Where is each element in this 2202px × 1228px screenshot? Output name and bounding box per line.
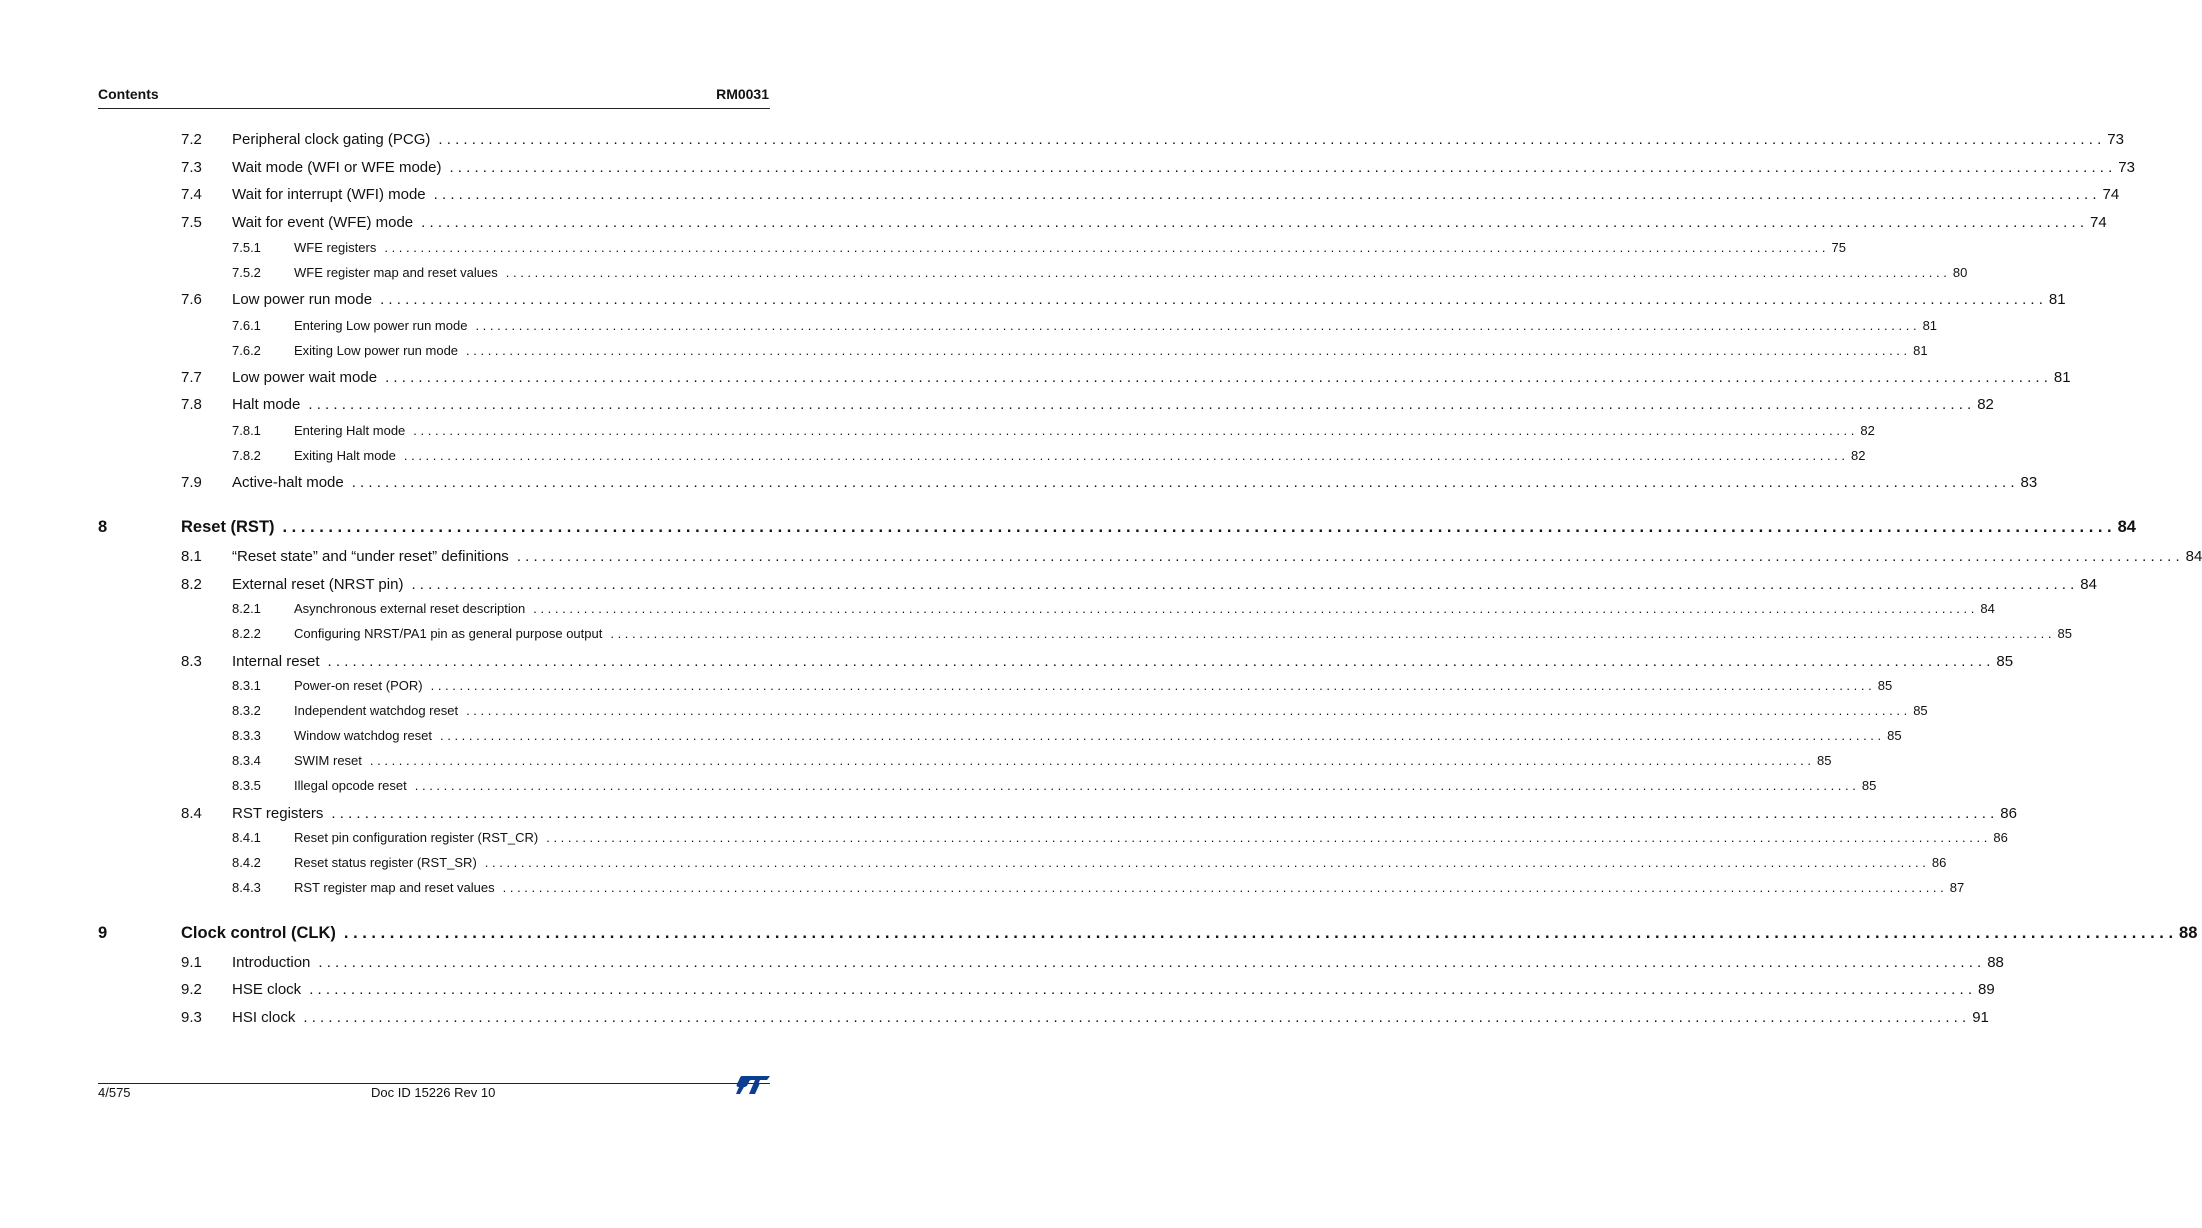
toc-entry-page: 88 [1987, 954, 2004, 971]
toc-entry[interactable] [0, 678, 1893, 700]
toc-entry[interactable] [0, 626, 2072, 648]
header-rule [98, 108, 770, 109]
toc-entry-page: 84 [2185, 548, 2202, 565]
toc-entry[interactable] [0, 954, 2004, 976]
toc-entry-line [232, 548, 2202, 565]
toc-entry-title: Exiting Halt mode [294, 448, 396, 463]
toc-entry-number: 7.3 [181, 159, 202, 176]
toc-entry-number: 7.7 [181, 369, 202, 386]
toc-entry[interactable] [0, 369, 2071, 391]
toc-entry-number: 9.2 [181, 981, 202, 998]
toc-dot-leader: . . . . . . . . . . . . . . . . . . . . . . . . . . . . . . . . . . . . . . . . . . . . . . . . . . . . . . . . . . . . . . . . . . . . . . . . . . . . . . . . . . . . . . . . . . . . . . . . . . . . . . . . . . . . . . . . . . . . . . . . . . . . . . . . . . . . . . . . . . . . . . . . . . . . . . . . . . . . . . . . . . . . . . . . . . . . . . . . . . . . . . . . . . . . . . . . . . . . . . . . [282, 518, 2112, 536]
toc-entry-title: Exiting Low power run mode [294, 343, 459, 358]
toc-entry-page: 83 [2020, 474, 2038, 491]
toc-entry-page: 91 [1972, 1009, 1989, 1026]
toc-entry-page: 75 [1831, 240, 1846, 255]
toc-entry[interactable] [0, 1009, 1989, 1031]
toc-dot-leader: . . . . . . . . . . . . . . . . . . . . . . . . . . . . . . . . . . . . . . . . . . . . . . . . . . . . . . . . . . . . . . . . . . . . . . . . . . . . . . . . . . . . . . . . . . . . . . . . . . . . . . . . . . . . . . . . . . . . . . . . . . . . . . . . . . . . . . . . . . . . . . . . . . . . . . . . . . . . . . . . . . . . . . . . . . . . . . . . . . . . . . . . . . . . . . . . . . . . . . . . [484, 855, 1926, 870]
toc-entry-title: Clock control (CLK) [181, 924, 336, 942]
toc-entry[interactable] [0, 924, 2198, 946]
toc-entry-number: 8.4.3 [232, 880, 261, 895]
header-section-title: Contents [98, 86, 159, 102]
toc-entry-number: 7.4 [181, 186, 202, 203]
header-doc-code: RM0031 [716, 86, 769, 102]
toc-entry-number: 8.4.1 [232, 830, 261, 845]
toc-entry-number: 9.3 [181, 1009, 202, 1026]
toc-entry-page: 85 [1913, 703, 1928, 718]
toc-entry-number: 8.3.5 [232, 778, 261, 793]
toc-entry-line [294, 830, 2008, 845]
toc-entry-line [232, 369, 2071, 386]
toc-entry-page: 86 [1993, 830, 2008, 845]
toc-entry[interactable] [0, 653, 2014, 675]
toc-entry-number: 9.1 [181, 954, 202, 971]
toc-entry[interactable] [0, 753, 1832, 775]
toc-entry-title: WFE register map and reset values [294, 265, 498, 280]
toc-entry-number: 7.2 [181, 131, 202, 148]
toc-entry-title: Low power wait mode [232, 369, 378, 386]
toc-entry[interactable] [0, 805, 2017, 827]
toc-entry-page: 86 [2000, 805, 2017, 822]
toc-entry-line [294, 855, 1947, 870]
toc-dot-leader: . . . . . . . . . . . . . . . . . . . . . . . . . . . . . . . . . . . . . . . . . . . . . . . . . . . . . . . . . . . . . . . . . . . . . . . . . . . . . . . . . . . . . . . . . . . . . . . . . . . . . . . . . . . . . . . . . . . . . . . . . . . . . . . . . . . . . . . . . . . . . . . . . . . . . . . . . . . . . . . . . . . . . . . . . . . . . . . . . . . . . . . . . . . . . . . . . . . . . . . . [440, 728, 1882, 743]
toc-entry-title: RST register map and reset values [294, 880, 495, 895]
toc-entry-page: 74 [2089, 214, 2107, 231]
toc-entry-title: Wait mode (WFI or WFE mode) [232, 159, 442, 176]
toc-entry-number: 8.3.4 [232, 753, 261, 768]
toc-dot-leader: . . . . . . . . . . . . . . . . . . . . . . . . . . . . . . . . . . . . . . . . . . . . . . . . . . . . . . . . . . . . . . . . . . . . . . . . . . . . . . . . . . . . . . . . . . . . . . . . . . . . . . . . . . . . . . . . . . . . . . . . . . . . . . . . . . . . . . . . . . . . . . . . . . . . . . . . . . . . . . . . . . . . . . . . . . . . . . . . . . . . . . . . . . . . . . . . . . . . . . . . [327, 653, 1991, 670]
toc-dot-leader: . . . . . . . . . . . . . . . . . . . . . . . . . . . . . . . . . . . . . . . . . . . . . . . . . . . . . . . . . . . . . . . . . . . . . . . . . . . . . . . . . . . . . . . . . . . . . . . . . . . . . . . . . . . . . . . . . . . . . . . . . . . . . . . . . . . . . . . . . . . . . . . . . . . . . . . . . . . . . . . . . . . . . . . . . . . . . . . . . . . . . . . . . . . . . . . . . . . . . . . . [384, 240, 1826, 255]
toc-dot-leader: . . . . . . . . . . . . . . . . . . . . . . . . . . . . . . . . . . . . . . . . . . . . . . . . . . . . . . . . . . . . . . . . . . . . . . . . . . . . . . . . . . . . . . . . . . . . . . . . . . . . . . . . . . . . . . . . . . . . . . . . . . . . . . . . . . . . . . . . . . . . . . . . . . . . . . . . . . . . . . . . . . . . . . . . . . . . . . . . . . . . . . . . . . . . . . . . . . . . . . . . [403, 448, 1846, 463]
toc-dot-leader: . . . . . . . . . . . . . . . . . . . . . . . . . . . . . . . . . . . . . . . . . . . . . . . . . . . . . . . . . . . . . . . . . . . . . . . . . . . . . . . . . . . . . . . . . . . . . . . . . . . . . . . . . . . . . . . . . . . . . . . . . . . . . . . . . . . . . . . . . . . . . . . . . . . . . . . . . . . . . . . . . . . . . . . . . . . . . . . . . . . . . . . . . . . . . . . . . . . . . . . . [369, 753, 1812, 768]
toc-entry-line [294, 448, 1866, 463]
toc-dot-leader: . . . . . . . . . . . . . . . . . . . . . . . . . . . . . . . . . . . . . . . . . . . . . . . . . . . . . . . . . . . . . . . . . . . . . . . . . . . . . . . . . . . . . . . . . . . . . . . . . . . . . . . . . . . . . . . . . . . . . . . . . . . . . . . . . . . . . . . . . . . . . . . . . . . . . . . . . . . . . . . . . . . . . . . . . . . . . . . . . . . . . . . . . . . . . . . . . . . . . . . . [466, 703, 1908, 718]
st-logo-icon [736, 1074, 772, 1096]
toc-entry[interactable] [0, 318, 1938, 340]
toc-entry-page: 87 [1949, 880, 1965, 895]
toc-entry-title: Active-halt mode [232, 474, 344, 491]
toc-entry-page: 85 [1996, 653, 2014, 670]
toc-entry-line [232, 396, 1994, 413]
toc-entry[interactable] [0, 214, 2107, 236]
toc-entry[interactable] [0, 518, 2136, 540]
toc-dot-leader: . . . . . . . . . . . . . . . . . . . . . . . . . . . . . . . . . . . . . . . . . . . . . . . . . . . . . . . . . . . . . . . . . . . . . . . . . . . . . . . . . . . . . . . . . . . . . . . . . . . . . . . . . . . . . . . . . . . . . . . . . . . . . . . . . . . . . . . . . . . . . . . . . . . . . . . . . . . . . . . . . . . . . . . . . . . . . . . . . . . . . . . . . . . . . . . . . . . . . . . . [413, 423, 1855, 438]
toc-entry-title: HSI clock [232, 1009, 296, 1026]
toc-entry-line [232, 805, 2017, 822]
toc-entry[interactable] [0, 728, 1902, 750]
toc-dot-leader: . . . . . . . . . . . . . . . . . . . . . . . . . . . . . . . . . . . . . . . . . . . . . . . . . . . . . . . . . . . . . . . . . . . . . . . . . . . . . . . . . . . . . . . . . . . . . . . . . . . . . . . . . . . . . . . . . . . . . . . . . . . . . . . . . . . . . . . . . . . . . . . . . . . . . . . . . . . . . . . . . . . . . . . . . . . . . . . . . . . . . . . . . . . . . . . . . . . . . . . . [385, 369, 2048, 386]
toc-dot-leader: . . . . . . . . . . . . . . . . . . . . . . . . . . . . . . . . . . . . . . . . . . . . . . . . . . . . . . . . . . . . . . . . . . . . . . . . . . . . . . . . . . . . . . . . . . . . . . . . . . . . . . . . . . . . . . . . . . . . . . . . . . . . . . . . . . . . . . . . . . . . . . . . . . . . . . . . . . . . . . . . . . . . . . . . . . . . . . . . . . . . . . . . . . . . . . . . . . . . . . . . [449, 159, 2113, 176]
toc-entry-page: 85 [1861, 778, 1877, 793]
toc-entry-number: 7.8 [181, 396, 202, 413]
toc-entry[interactable] [0, 778, 1877, 800]
toc-entry[interactable] [0, 186, 2120, 208]
toc-entry-title: Low power run mode [232, 291, 373, 308]
toc-dot-leader: . . . . . . . . . . . . . . . . . . . . . . . . . . . . . . . . . . . . . . . . . . . . . . . . . . . . . . . . . . . . . . . . . . . . . . . . . . . . . . . . . . . . . . . . . . . . . . . . . . . . . . . . . . . . . . . . . . . . . . . . . . . . . . . . . . . . . . . . . . . . . . . . . . . . . . . . . . . . . . . . . . . . . . . . . . . . . . . . . . . . . . . . . . . . . . . . . . . . . . . . [505, 265, 1947, 280]
toc-entry-line [232, 131, 2124, 148]
footer-doc-id: Doc ID 15226 Rev 10 [371, 1085, 496, 1100]
toc-entry-page: 81 [2053, 369, 2071, 386]
toc-entry[interactable] [0, 855, 1947, 877]
toc-entry[interactable] [0, 396, 1994, 418]
toc-entry-title: Asynchronous external reset description [294, 601, 526, 616]
toc-entry-page: 85 [1887, 728, 1902, 743]
toc-dot-leader: . . . . . . . . . . . . . . . . . . . . . . . . . . . . . . . . . . . . . . . . . . . . . . . . . . . . . . . . . . . . . . . . . . . . . . . . . . . . . . . . . . . . . . . . . . . . . . . . . . . . . . . . . . . . . . . . . . . . . . . . . . . . . . . . . . . . . . . . . . . . . . . . . . . . . . . . . . . . . . . . . . . . . . . . . . . . . . . . . . . . . . . . . . . . . . . . . . . . . . . . [502, 880, 1944, 895]
toc-entry-title: Entering Halt mode [294, 423, 406, 438]
toc-entry[interactable] [0, 159, 2135, 181]
toc-entry-number: 7.5.2 [232, 265, 261, 280]
toc-entry-number: 7.8.1 [232, 423, 261, 438]
toc-entry-number: 7.6.2 [232, 343, 261, 358]
toc-entry-page: 80 [1952, 265, 1968, 280]
toc-dot-leader: . . . . . . . . . . . . . . . . . . . . . . . . . . . . . . . . . . . . . . . . . . . . . . . . . . . . . . . . . . . . . . . . . . . . . . . . . . . . . . . . . . . . . . . . . . . . . . . . . . . . . . . . . . . . . . . . . . . . . . . . . . . . . . . . . . . . . . . . . . . . . . . . . . . . . . . . . . . . . . . . . . . . . . . . . . . . . . . . . . . . . . . . . . . . . . . . . . . . . . . . [351, 474, 2015, 491]
toc-entry[interactable] [0, 703, 1928, 725]
toc-entry-title: Illegal opcode reset [294, 778, 407, 793]
toc-entry-title: Wait for interrupt (WFI) mode [232, 186, 426, 203]
toc-entry-line [294, 240, 1846, 255]
toc-entry-page: 81 [1913, 343, 1928, 358]
toc-entry-line [232, 954, 2004, 971]
toc-entry-line [294, 423, 1875, 438]
toc-entry-title: Peripheral clock gating (PCG) [232, 131, 431, 148]
toc-entry-number: 9 [98, 924, 108, 942]
toc-entry-page: 85 [1877, 678, 1893, 693]
toc-entry-title: Window watchdog reset [294, 728, 433, 743]
toc-entry-title: External reset (NRST pin) [232, 576, 404, 593]
toc-entry[interactable] [0, 343, 1928, 365]
toc-entry-title: Independent watchdog reset [294, 703, 459, 718]
toc-dot-leader: . . . . . . . . . . . . . . . . . . . . . . . . . . . . . . . . . . . . . . . . . . . . . . . . . . . . . . . . . . . . . . . . . . . . . . . . . . . . . . . . . . . . . . . . . . . . . . . . . . . . . . . . . . . . . . . . . . . . . . . . . . . . . . . . . . . . . . . . . . . . . . . . . . . . . . . . . . . . . . . . . . . . . . . . . . . . . . . . . . . . . . . . . . . . . . . . . . . . . . . . [430, 678, 1872, 693]
toc-entry[interactable] [0, 265, 1968, 287]
toc-dot-leader: . . . . . . . . . . . . . . . . . . . . . . . . . . . . . . . . . . . . . . . . . . . . . . . . . . . . . . . . . . . . . . . . . . . . . . . . . . . . . . . . . . . . . . . . . . . . . . . . . . . . . . . . . . . . . . . . . . . . . . . . . . . . . . . . . . . . . . . . . . . . . . . . . . . . . . . . . . . . . . . . . . . . . . . . . . . . . . . . . . . . . . . . . . . . . . . . . . . . . . . . [438, 131, 2102, 148]
toc-entry-number: 8.2.2 [232, 626, 261, 641]
toc-entry-number: 8.3.3 [232, 728, 261, 743]
toc-entry-title: Reset status register (RST_SR) [294, 855, 477, 870]
toc-entry-line [294, 703, 1928, 718]
toc-entry[interactable] [0, 830, 2008, 852]
toc-dot-leader: . . . . . . . . . . . . . . . . . . . . . . . . . . . . . . . . . . . . . . . . . . . . . . . . . . . . . . . . . . . . . . . . . . . . . . . . . . . . . . . . . . . . . . . . . . . . . . . . . . . . . . . . . . . . . . . . . . . . . . . . . . . . . . . . . . . . . . . . . . . . . . . . . . . . . . . . . . . . . . . . . . . . . . . . . . . . . . . . . . . . . . . . . . . . . . . . . . . . . . . . [309, 981, 1973, 998]
toc-entry-line [294, 601, 1995, 616]
footer-rule [98, 1083, 770, 1084]
toc-entry-line [294, 318, 1938, 333]
toc-entry-line [232, 159, 2135, 176]
toc-entry[interactable] [0, 423, 1875, 445]
toc-entry-page: 74 [2102, 186, 2120, 203]
toc-entry-line [181, 518, 2136, 537]
toc-dot-leader: . . . . . . . . . . . . . . . . . . . . . . . . . . . . . . . . . . . . . . . . . . . . . . . . . . . . . . . . . . . . . . . . . . . . . . . . . . . . . . . . . . . . . . . . . . . . . . . . . . . . . . . . . . . . . . . . . . . . . . . . . . . . . . . . . . . . . . . . . . . . . . . . . . . . . . . . . . . . . . . . . . . . . . . . . . . . . . . . . . . . . . . . . . . . . . . . . . . . . . . . [533, 601, 1975, 616]
toc-dot-leader: . . . . . . . . . . . . . . . . . . . . . . . . . . . . . . . . . . . . . . . . . . . . . . . . . . . . . . . . . . . . . . . . . . . . . . . . . . . . . . . . . . . . . . . . . . . . . . . . . . . . . . . . . . . . . . . . . . . . . . . . . . . . . . . . . . . . . . . . . . . . . . . . . . . . . . . . . . . . . . . . . . . . . . . . . . . . . . . . . . . . . . . . . . . . . . . . . . . . . . . . [610, 626, 2052, 641]
toc-dot-leader: . . . . . . . . . . . . . . . . . . . . . . . . . . . . . . . . . . . . . . . . . . . . . . . . . . . . . . . . . . . . . . . . . . . . . . . . . . . . . . . . . . . . . . . . . . . . . . . . . . . . . . . . . . . . . . . . . . . . . . . . . . . . . . . . . . . . . . . . . . . . . . . . . . . . . . . . . . . . . . . . . . . . . . . . . . . . . . . . . . . . . . . . . . . . . . . . . . . . . . . . [516, 548, 2180, 565]
toc-entry-page: 73 [2118, 159, 2135, 176]
toc-entry-line [232, 653, 2014, 670]
toc-entry-page: 82 [1860, 423, 1875, 438]
toc-entry-title: RST registers [232, 805, 324, 822]
toc-entry-title: Introduction [232, 954, 311, 971]
toc-entry-title: Reset pin configuration register (RST_CR) [294, 830, 539, 845]
toc-entry[interactable] [0, 880, 1965, 902]
toc-entry-line [294, 753, 1832, 768]
toc-entry[interactable] [0, 548, 2202, 570]
toc-dot-leader: . . . . . . . . . . . . . . . . . . . . . . . . . . . . . . . . . . . . . . . . . . . . . . . . . . . . . . . . . . . . . . . . . . . . . . . . . . . . . . . . . . . . . . . . . . . . . . . . . . . . . . . . . . . . . . . . . . . . . . . . . . . . . . . . . . . . . . . . . . . . . . . . . . . . . . . . . . . . . . . . . . . . . . . . . . . . . . . . . . . . . . . . . . . . . . . . . . . . . . . . [308, 396, 1972, 413]
toc-entry-title: Reset (RST) [181, 518, 275, 536]
toc-entry-line [232, 214, 2107, 231]
toc-entry-line [294, 778, 1877, 793]
toc-entry-number: 8.4 [181, 805, 202, 822]
toc-entry-line [232, 186, 2120, 203]
toc-entry-page: 82 [1851, 448, 1866, 463]
toc-entry-title: Entering Low power run mode [294, 318, 468, 333]
toc-entry-page: 85 [1817, 753, 1832, 768]
toc-entry-line [294, 265, 1968, 280]
toc-entry-page: 81 [2048, 291, 2066, 308]
toc-entry-line [232, 576, 2097, 593]
toc-entry-number: 8.1 [181, 548, 202, 565]
toc-entry-page: 86 [1931, 855, 1947, 870]
toc-entry[interactable] [0, 448, 1866, 470]
toc-entry-line [232, 981, 1995, 998]
toc-dot-leader: . . . . . . . . . . . . . . . . . . . . . . . . . . . . . . . . . . . . . . . . . . . . . . . . . . . . . . . . . . . . . . . . . . . . . . . . . . . . . . . . . . . . . . . . . . . . . . . . . . . . . . . . . . . . . . . . . . . . . . . . . . . . . . . . . . . . . . . . . . . . . . . . . . . . . . . . . . . . . . . . . . . . . . . . . . . . . . . . . . . . . . . . . . . . . . . . . . . . . . . . [546, 830, 1988, 845]
toc-entry-page: 89 [1978, 981, 1995, 998]
toc-dot-leader: . . . . . . . . . . . . . . . . . . . . . . . . . . . . . . . . . . . . . . . . . . . . . . . . . . . . . . . . . . . . . . . . . . . . . . . . . . . . . . . . . . . . . . . . . . . . . . . . . . . . . . . . . . . . . . . . . . . . . . . . . . . . . . . . . . . . . . . . . . . . . . . . . . . . . . . . . . . . . . . . . . . . . . . . . . . . . . . . . . . . . . . . . . . . . . . . . . . . . . . . [414, 778, 1856, 793]
toc-entry[interactable] [0, 576, 2097, 598]
toc-dot-leader: . . . . . . . . . . . . . . . . . . . . . . . . . . . . . . . . . . . . . . . . . . . . . . . . . . . . . . . . . . . . . . . . . . . . . . . . . . . . . . . . . . . . . . . . . . . . . . . . . . . . . . . . . . . . . . . . . . . . . . . . . . . . . . . . . . . . . . . . . . . . . . . . . . . . . . . . . . . . . . . . . . . . . . . . . . . . . . . . . . . . . . . . . . . . . . . . . . . . . . . . [343, 924, 2174, 942]
toc-entry-number: 7.5 [181, 214, 202, 231]
toc-entry-title: “Reset state” and “under reset” definitions [232, 548, 509, 565]
toc-entry-line [294, 343, 1928, 358]
toc-dot-leader: . . . . . . . . . . . . . . . . . . . . . . . . . . . . . . . . . . . . . . . . . . . . . . . . . . . . . . . . . . . . . . . . . . . . . . . . . . . . . . . . . . . . . . . . . . . . . . . . . . . . . . . . . . . . . . . . . . . . . . . . . . . . . . . . . . . . . . . . . . . . . . . . . . . . . . . . . . . . . . . . . . . . . . . . . . . . . . . . . . . . . . . . . . . . . . . . . . . . . . . . [411, 576, 2075, 593]
toc-entry-page: 81 [1922, 318, 1938, 333]
toc-entry-line [294, 728, 1902, 743]
toc-entry-number: 7.9 [181, 474, 202, 491]
toc-entry[interactable] [0, 291, 2066, 313]
toc-entry-number: 8.2 [181, 576, 202, 593]
toc-entry[interactable] [0, 981, 1995, 1003]
toc-entry-number: 7.6.1 [232, 318, 261, 333]
toc-entry-page: 85 [2057, 626, 2072, 641]
toc-entry-number: 8.2.1 [232, 601, 261, 616]
toc-entry-page: 84 [2080, 576, 2097, 593]
toc-entry-title: Configuring NRST/PA1 pin as general purpose output [294, 626, 603, 641]
toc-entry-number: 8.3.1 [232, 678, 261, 693]
toc-entry-title: WFE registers [294, 240, 377, 255]
toc-entry-number: 7.8.2 [232, 448, 261, 463]
toc-entry-title: HSE clock [232, 981, 302, 998]
toc-entry-page: 88 [2179, 924, 2198, 942]
toc-entry-line [294, 880, 1965, 895]
toc-entry-line [232, 291, 2066, 308]
toc-dot-leader: . . . . . . . . . . . . . . . . . . . . . . . . . . . . . . . . . . . . . . . . . . . . . . . . . . . . . . . . . . . . . . . . . . . . . . . . . . . . . . . . . . . . . . . . . . . . . . . . . . . . . . . . . . . . . . . . . . . . . . . . . . . . . . . . . . . . . . . . . . . . . . . . . . . . . . . . . . . . . . . . . . . . . . . . . . . . . . . . . . . . . . . . . . . . . . . . . . . . . . . . [466, 343, 1908, 358]
toc-dot-leader: . . . . . . . . . . . . . . . . . . . . . . . . . . . . . . . . . . . . . . . . . . . . . . . . . . . . . . . . . . . . . . . . . . . . . . . . . . . . . . . . . . . . . . . . . . . . . . . . . . . . . . . . . . . . . . . . . . . . . . . . . . . . . . . . . . . . . . . . . . . . . . . . . . . . . . . . . . . . . . . . . . . . . . . . . . . . . . . . . . . . . . . . . . . . . . . . . . . . . . . . [380, 291, 2043, 308]
toc-entry[interactable] [0, 601, 1995, 623]
toc-entry-page: 82 [1977, 396, 1994, 413]
toc-entry-title: SWIM reset [294, 753, 362, 768]
toc-entry-title: Power-on reset (POR) [294, 678, 423, 693]
toc-entry-number: 8.4.2 [232, 855, 261, 870]
toc-entry-number: 8.3.2 [232, 703, 261, 718]
toc-entry[interactable] [0, 240, 1846, 262]
toc-entry[interactable] [0, 131, 2124, 153]
toc-dot-leader: . . . . . . . . . . . . . . . . . . . . . . . . . . . . . . . . . . . . . . . . . . . . . . . . . . . . . . . . . . . . . . . . . . . . . . . . . . . . . . . . . . . . . . . . . . . . . . . . . . . . . . . . . . . . . . . . . . . . . . . . . . . . . . . . . . . . . . . . . . . . . . . . . . . . . . . . . . . . . . . . . . . . . . . . . . . . . . . . . . . . . . . . . . . . . . . . . . . . . . . . [303, 1009, 1967, 1026]
toc-dot-leader: . . . . . . . . . . . . . . . . . . . . . . . . . . . . . . . . . . . . . . . . . . . . . . . . . . . . . . . . . . . . . . . . . . . . . . . . . . . . . . . . . . . . . . . . . . . . . . . . . . . . . . . . . . . . . . . . . . . . . . . . . . . . . . . . . . . . . . . . . . . . . . . . . . . . . . . . . . . . . . . . . . . . . . . . . . . . . . . . . . . . . . . . . . . . . . . . . . . . . . . . [421, 214, 2084, 231]
toc-entry-line [294, 678, 1893, 693]
toc-entry-page: 84 [2117, 518, 2136, 536]
toc-dot-leader: . . . . . . . . . . . . . . . . . . . . . . . . . . . . . . . . . . . . . . . . . . . . . . . . . . . . . . . . . . . . . . . . . . . . . . . . . . . . . . . . . . . . . . . . . . . . . . . . . . . . . . . . . . . . . . . . . . . . . . . . . . . . . . . . . . . . . . . . . . . . . . . . . . . . . . . . . . . . . . . . . . . . . . . . . . . . . . . . . . . . . . . . . . . . . . . . . . . . . . . . [318, 954, 1982, 971]
toc-entry-page: 73 [2107, 131, 2124, 148]
toc-dot-leader: . . . . . . . . . . . . . . . . . . . . . . . . . . . . . . . . . . . . . . . . . . . . . . . . . . . . . . . . . . . . . . . . . . . . . . . . . . . . . . . . . . . . . . . . . . . . . . . . . . . . . . . . . . . . . . . . . . . . . . . . . . . . . . . . . . . . . . . . . . . . . . . . . . . . . . . . . . . . . . . . . . . . . . . . . . . . . . . . . . . . . . . . . . . . . . . . . . . . . . . . [331, 805, 1995, 822]
toc-dot-leader: . . . . . . . . . . . . . . . . . . . . . . . . . . . . . . . . . . . . . . . . . . . . . . . . . . . . . . . . . . . . . . . . . . . . . . . . . . . . . . . . . . . . . . . . . . . . . . . . . . . . . . . . . . . . . . . . . . . . . . . . . . . . . . . . . . . . . . . . . . . . . . . . . . . . . . . . . . . . . . . . . . . . . . . . . . . . . . . . . . . . . . . . . . . . . . . . . . . . . . . . [433, 186, 2097, 203]
toc-entry-page: 84 [1980, 601, 1995, 616]
footer-page-number: 4/575 [98, 1085, 131, 1100]
toc-entry-title: Halt mode [232, 396, 301, 413]
toc-entry-line [181, 924, 2198, 943]
toc-entry-title: Internal reset [232, 653, 320, 670]
toc-entry-number: 7.5.1 [232, 240, 261, 255]
toc-entry-number: 8 [98, 518, 108, 536]
toc-entry-line [232, 1009, 1989, 1026]
toc-entry-line [232, 474, 2038, 491]
toc-entry-title: Wait for event (WFE) mode [232, 214, 414, 231]
toc-entry[interactable] [0, 474, 2038, 496]
toc-dot-leader: . . . . . . . . . . . . . . . . . . . . . . . . . . . . . . . . . . . . . . . . . . . . . . . . . . . . . . . . . . . . . . . . . . . . . . . . . . . . . . . . . . . . . . . . . . . . . . . . . . . . . . . . . . . . . . . . . . . . . . . . . . . . . . . . . . . . . . . . . . . . . . . . . . . . . . . . . . . . . . . . . . . . . . . . . . . . . . . . . . . . . . . . . . . . . . . . . . . . . . . . [475, 318, 1917, 333]
toc-entry-number: 8.3 [181, 653, 202, 670]
toc-entry-number: 7.6 [181, 291, 202, 308]
toc-entry-line [294, 626, 2072, 641]
